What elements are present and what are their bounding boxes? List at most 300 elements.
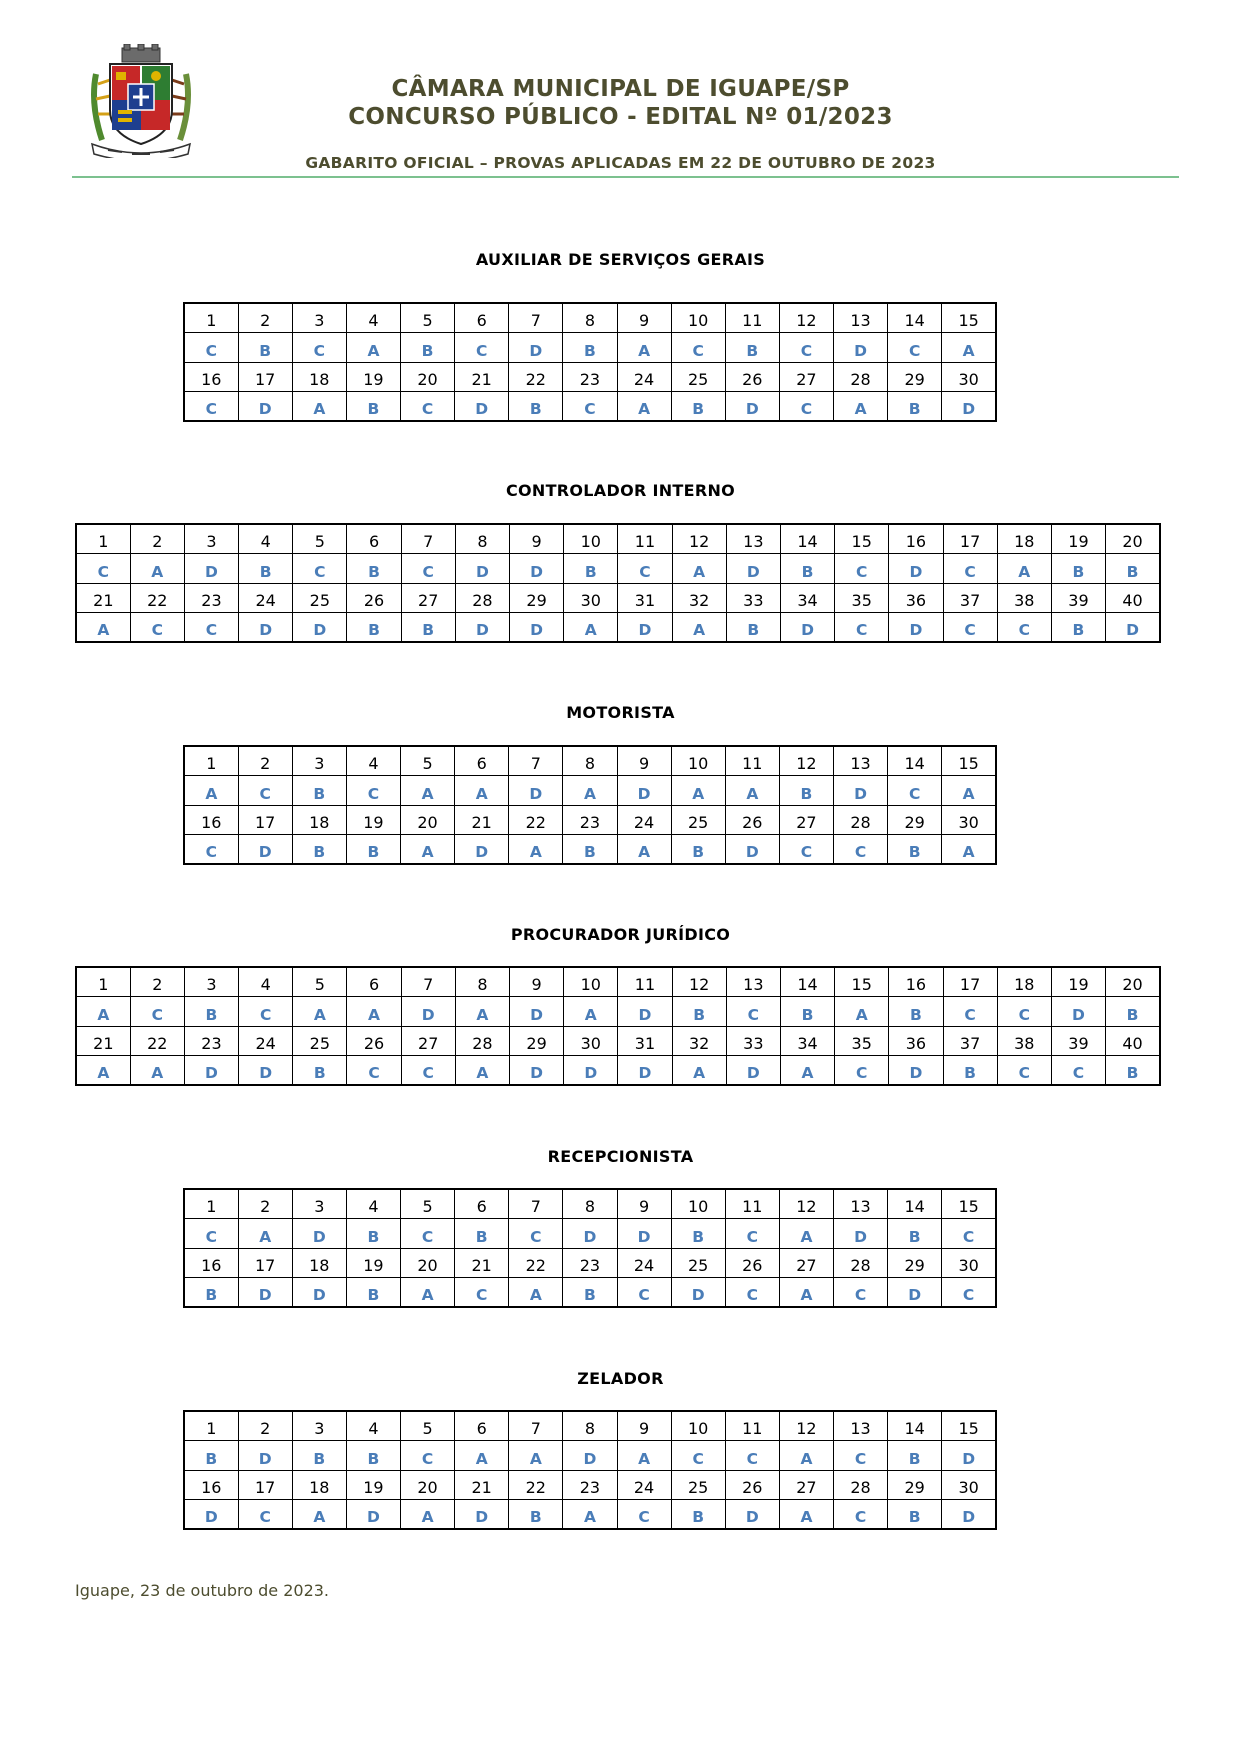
question-number-cell: 15: [835, 967, 889, 997]
question-number-cell: 12: [672, 524, 726, 554]
answer-cell: C: [835, 1056, 889, 1086]
question-number-cell: 29: [510, 583, 564, 613]
answer-cell: D: [238, 835, 292, 865]
answer-cell: A: [564, 997, 618, 1027]
question-number-cell: 14: [888, 746, 942, 776]
question-number-cell: 24: [239, 583, 293, 613]
question-number-cell: 21: [455, 1248, 509, 1278]
answer-cell: D: [942, 392, 996, 422]
answer-cell: B: [943, 1056, 997, 1086]
question-number-cell: 2: [238, 303, 292, 333]
answer-cell: B: [888, 1441, 942, 1471]
answer-cell: C: [401, 392, 455, 422]
question-number-cell: 6: [455, 1189, 509, 1219]
question-number-cell: 21: [455, 805, 509, 835]
answer-cell: B: [1106, 997, 1160, 1027]
question-number-cell: 3: [184, 967, 238, 997]
question-number-cell: 12: [779, 303, 833, 333]
question-number-cell: 30: [564, 583, 618, 613]
answer-cell: C: [997, 1056, 1051, 1086]
section-title: PROCURADOR JURÍDICO: [510, 925, 731, 944]
answer-cell: A: [509, 1441, 563, 1471]
answer-cell: B: [671, 1219, 725, 1249]
question-number-cell: 17: [943, 967, 997, 997]
question-number-cell: 8: [455, 967, 509, 997]
answer-cell: C: [725, 1278, 779, 1308]
question-number-cell: 26: [725, 1470, 779, 1500]
question-number-cell: 29: [888, 1248, 942, 1278]
answer-cell: C: [834, 1278, 888, 1308]
question-number-cell: 13: [726, 967, 780, 997]
question-number-cell: 14: [888, 1411, 942, 1441]
question-number-row: [184, 1411, 996, 1441]
question-number-cell: 12: [672, 967, 726, 997]
question-number-cell: 31: [618, 583, 672, 613]
question-number-cell: 21: [455, 362, 509, 392]
answer-cell: D: [509, 776, 563, 806]
answer-cell: A: [130, 1056, 184, 1086]
question-number-cell: 9: [617, 1411, 671, 1441]
answer-cell: C: [726, 997, 780, 1027]
answer-cell: B: [401, 333, 455, 363]
answer-cell: D: [238, 392, 292, 422]
question-number-cell: 16: [184, 1248, 238, 1278]
question-number-cell: 9: [510, 524, 564, 554]
question-number-cell: 19: [346, 362, 400, 392]
answer-cell: C: [401, 1219, 455, 1249]
question-number-cell: 10: [564, 967, 618, 997]
answer-cell: B: [888, 1500, 942, 1530]
question-number-row: [76, 967, 1160, 997]
answer-cell: D: [510, 1056, 564, 1086]
answer-cell: A: [76, 1056, 130, 1086]
question-number-cell: 23: [563, 1248, 617, 1278]
answer-cell: C: [834, 1441, 888, 1471]
question-number-cell: 28: [834, 362, 888, 392]
answer-cell: D: [509, 333, 563, 363]
answer-cell: B: [455, 1219, 509, 1249]
answer-cell: A: [942, 835, 996, 865]
answer-cell: D: [617, 1219, 671, 1249]
answer-row: [184, 333, 996, 363]
answer-cell: C: [76, 554, 130, 584]
answer-cell: A: [401, 776, 455, 806]
question-number-cell: 19: [1051, 967, 1105, 997]
answer-cell: C: [617, 1500, 671, 1530]
question-number-cell: 7: [401, 524, 455, 554]
answer-cell: C: [346, 776, 400, 806]
question-number-cell: 20: [401, 1248, 455, 1278]
answer-cell: D: [889, 554, 943, 584]
answer-cell: C: [184, 613, 238, 643]
answer-cell: B: [292, 776, 346, 806]
question-number-cell: 27: [401, 1026, 455, 1056]
answer-cell: C: [509, 1219, 563, 1249]
answer-cell: B: [1051, 613, 1105, 643]
question-number-cell: 5: [401, 303, 455, 333]
question-number-cell: 28: [455, 583, 509, 613]
answer-cell: D: [725, 392, 779, 422]
question-number-cell: 29: [888, 362, 942, 392]
answer-key-table: [183, 745, 997, 865]
answer-cell: B: [888, 835, 942, 865]
answer-cell: A: [617, 333, 671, 363]
answer-cell: B: [401, 613, 455, 643]
answer-row: [184, 1500, 996, 1530]
answer-cell: B: [888, 392, 942, 422]
answer-cell: A: [942, 776, 996, 806]
question-number-cell: 10: [671, 746, 725, 776]
answer-cell: B: [672, 997, 726, 1027]
answer-key-table: [183, 1188, 997, 1308]
question-number-cell: 17: [238, 1470, 292, 1500]
answer-cell: C: [184, 333, 238, 363]
question-number-cell: 12: [779, 1189, 833, 1219]
question-number-cell: 11: [618, 967, 672, 997]
answer-cell: A: [779, 1219, 833, 1249]
question-number-cell: 5: [293, 967, 347, 997]
answer-cell: D: [889, 613, 943, 643]
question-number-cell: 22: [509, 805, 563, 835]
question-number-cell: 1: [184, 303, 238, 333]
answer-cell: A: [184, 776, 238, 806]
answer-cell: B: [292, 835, 346, 865]
answer-cell: A: [725, 776, 779, 806]
answer-cell: D: [1106, 613, 1160, 643]
answer-cell: B: [239, 554, 293, 584]
answer-cell: D: [617, 776, 671, 806]
answer-cell: D: [510, 613, 564, 643]
question-number-cell: 29: [888, 1470, 942, 1500]
answer-key-table: [75, 966, 1161, 1086]
question-number-cell: 19: [1051, 524, 1105, 554]
question-number-cell: 34: [780, 583, 834, 613]
question-number-cell: 16: [889, 524, 943, 554]
question-number-cell: 12: [779, 746, 833, 776]
question-number-cell: 10: [564, 524, 618, 554]
answer-cell: D: [455, 392, 509, 422]
answer-cell: A: [564, 613, 618, 643]
question-number-cell: 20: [401, 362, 455, 392]
question-number-cell: 26: [725, 805, 779, 835]
answer-cell: C: [671, 333, 725, 363]
answer-cell: B: [293, 1056, 347, 1086]
answer-cell: C: [130, 613, 184, 643]
question-number-cell: 25: [671, 362, 725, 392]
answer-cell: A: [130, 554, 184, 584]
answer-cell: A: [563, 1500, 617, 1530]
answer-key-table: [183, 302, 997, 422]
question-number-cell: 2: [238, 1411, 292, 1441]
answer-cell: A: [455, 1056, 509, 1086]
answer-cell: A: [238, 1219, 292, 1249]
answer-cell: C: [779, 333, 833, 363]
question-number-cell: 17: [238, 1248, 292, 1278]
answer-cell: B: [292, 1441, 346, 1471]
question-number-cell: 25: [671, 1470, 725, 1500]
answer-row: [184, 1278, 996, 1308]
answer-cell: B: [671, 392, 725, 422]
question-number-cell: 5: [401, 746, 455, 776]
answer-cell: C: [779, 392, 833, 422]
answer-cell: A: [997, 554, 1051, 584]
question-number-cell: 21: [76, 583, 130, 613]
answer-cell: C: [943, 997, 997, 1027]
answer-cell: D: [293, 613, 347, 643]
question-number-cell: 26: [725, 1248, 779, 1278]
question-number-cell: 11: [725, 303, 779, 333]
question-number-cell: 24: [617, 1248, 671, 1278]
answer-cell: C: [401, 1441, 455, 1471]
question-number-cell: 19: [346, 1470, 400, 1500]
question-number-cell: 38: [997, 583, 1051, 613]
question-number-cell: 9: [617, 746, 671, 776]
question-number-cell: 9: [617, 1189, 671, 1219]
question-number-cell: 15: [942, 1189, 996, 1219]
answer-cell: B: [1051, 554, 1105, 584]
answer-cell: B: [184, 1441, 238, 1471]
question-number-cell: 14: [780, 524, 834, 554]
question-number-cell: 29: [888, 805, 942, 835]
answer-cell: A: [401, 1500, 455, 1530]
question-number-cell: 9: [510, 967, 564, 997]
question-number-cell: 19: [346, 805, 400, 835]
answer-cell: D: [455, 554, 509, 584]
question-number-cell: 4: [239, 524, 293, 554]
answer-row: [76, 613, 1160, 643]
answer-cell: D: [455, 835, 509, 865]
question-number-cell: 13: [834, 1189, 888, 1219]
answer-cell: C: [184, 835, 238, 865]
question-number-row: [76, 1026, 1160, 1056]
answer-cell: D: [942, 1441, 996, 1471]
answer-cell: D: [239, 1056, 293, 1086]
answer-cell: A: [401, 1278, 455, 1308]
answer-cell: C: [725, 1441, 779, 1471]
question-number-cell: 23: [563, 362, 617, 392]
question-number-cell: 26: [347, 1026, 401, 1056]
answer-cell: C: [184, 1219, 238, 1249]
question-number-cell: 11: [725, 1189, 779, 1219]
question-number-cell: 26: [347, 583, 401, 613]
question-number-row: [184, 362, 996, 392]
question-number-cell: 22: [509, 362, 563, 392]
answer-cell: C: [888, 776, 942, 806]
answer-cell: B: [779, 776, 833, 806]
question-number-cell: 14: [888, 303, 942, 333]
question-number-cell: 18: [997, 967, 1051, 997]
question-number-cell: 7: [509, 1411, 563, 1441]
answer-cell: C: [1051, 1056, 1105, 1086]
question-number-cell: 6: [347, 967, 401, 997]
question-number-cell: 25: [293, 1026, 347, 1056]
question-number-cell: 5: [401, 1189, 455, 1219]
question-number-cell: 18: [292, 1470, 346, 1500]
answer-row: [184, 835, 996, 865]
question-number-cell: 7: [401, 967, 455, 997]
answer-cell: C: [834, 1500, 888, 1530]
answer-cell: C: [834, 835, 888, 865]
question-number-cell: 1: [184, 746, 238, 776]
question-number-cell: 28: [834, 805, 888, 835]
question-number-cell: 39: [1051, 583, 1105, 613]
answer-cell: D: [671, 1278, 725, 1308]
answer-cell: A: [617, 835, 671, 865]
answer-cell: D: [563, 1441, 617, 1471]
answer-row: [76, 1056, 1160, 1086]
answer-cell: A: [563, 776, 617, 806]
question-number-cell: 21: [76, 1026, 130, 1056]
section-title: RECEPCIONISTA: [547, 1147, 694, 1166]
answer-cell: D: [726, 554, 780, 584]
answer-cell: B: [563, 835, 617, 865]
page-title-line2: CONCURSO PÚBLICO - EDITAL Nº 01/2023: [348, 104, 893, 130]
answer-cell: C: [130, 997, 184, 1027]
answer-key-table: [183, 1410, 997, 1530]
question-number-cell: 15: [835, 524, 889, 554]
answer-cell: A: [76, 613, 130, 643]
answer-cell: C: [942, 1219, 996, 1249]
answer-cell: C: [401, 1056, 455, 1086]
question-number-cell: 13: [726, 524, 780, 554]
answer-cell: D: [780, 613, 834, 643]
answer-cell: D: [834, 1219, 888, 1249]
question-number-row: [76, 524, 1160, 554]
question-number-cell: 19: [346, 1248, 400, 1278]
answer-cell: D: [942, 1500, 996, 1530]
answer-cell: A: [779, 1500, 833, 1530]
answer-cell: B: [346, 392, 400, 422]
answer-cell: D: [510, 997, 564, 1027]
question-number-cell: 10: [671, 1189, 725, 1219]
answer-cell: A: [671, 776, 725, 806]
answer-cell: D: [238, 1441, 292, 1471]
answer-cell: D: [238, 1278, 292, 1308]
answer-cell: B: [564, 554, 618, 584]
answer-cell: B: [238, 333, 292, 363]
question-number-cell: 21: [455, 1470, 509, 1500]
question-number-cell: 3: [292, 1411, 346, 1441]
answer-cell: C: [401, 554, 455, 584]
question-number-cell: 30: [564, 1026, 618, 1056]
question-number-cell: 8: [563, 1411, 617, 1441]
question-number-row: [184, 1470, 996, 1500]
question-number-cell: 28: [455, 1026, 509, 1056]
question-number-cell: 3: [292, 746, 346, 776]
question-number-cell: 17: [943, 524, 997, 554]
answer-row: [184, 1441, 996, 1471]
answer-cell: D: [184, 554, 238, 584]
question-number-cell: 16: [184, 1470, 238, 1500]
answer-key-table: [75, 523, 1161, 643]
question-number-cell: 36: [889, 583, 943, 613]
question-number-cell: 4: [239, 967, 293, 997]
question-number-row: [184, 1189, 996, 1219]
answer-cell: C: [725, 1219, 779, 1249]
question-number-cell: 17: [238, 805, 292, 835]
answer-cell: A: [455, 1441, 509, 1471]
question-number-cell: 13: [834, 1411, 888, 1441]
question-number-cell: 2: [238, 1189, 292, 1219]
answer-cell: D: [889, 1056, 943, 1086]
question-number-cell: 4: [346, 1411, 400, 1441]
answer-cell: D: [618, 1056, 672, 1086]
question-number-cell: 23: [563, 1470, 617, 1500]
answer-cell: A: [509, 835, 563, 865]
answer-cell: A: [835, 997, 889, 1027]
answer-cell: B: [563, 1278, 617, 1308]
page-subtitle: GABARITO OFICIAL – PROVAS APLICADAS EM 22 DE OUTUBRO DE 2023: [305, 154, 936, 172]
answer-cell: B: [347, 554, 401, 584]
question-number-cell: 37: [943, 583, 997, 613]
answer-cell: B: [726, 613, 780, 643]
question-number-cell: 6: [455, 1411, 509, 1441]
question-number-cell: 22: [130, 583, 184, 613]
footer-date: Iguape, 23 de outubro de 2023.: [75, 1581, 330, 1600]
question-number-cell: 24: [239, 1026, 293, 1056]
question-number-cell: 16: [889, 967, 943, 997]
question-number-cell: 38: [997, 1026, 1051, 1056]
answer-cell: C: [455, 1278, 509, 1308]
answer-cell: A: [779, 1278, 833, 1308]
answer-cell: C: [238, 776, 292, 806]
question-number-cell: 27: [779, 805, 833, 835]
question-number-cell: 24: [617, 805, 671, 835]
question-number-cell: 2: [238, 746, 292, 776]
question-number-cell: 23: [184, 583, 238, 613]
answer-cell: D: [618, 613, 672, 643]
answer-cell: B: [671, 1500, 725, 1530]
answer-cell: A: [455, 997, 509, 1027]
question-number-cell: 25: [293, 583, 347, 613]
question-number-cell: 1: [76, 524, 130, 554]
question-number-cell: 13: [834, 746, 888, 776]
question-number-cell: 6: [455, 746, 509, 776]
answer-cell: C: [779, 835, 833, 865]
answer-cell: C: [455, 333, 509, 363]
question-number-cell: 39: [1051, 1026, 1105, 1056]
answer-cell: C: [563, 392, 617, 422]
question-number-cell: 3: [292, 1189, 346, 1219]
answer-cell: C: [835, 613, 889, 643]
question-number-cell: 35: [835, 583, 889, 613]
answer-cell: D: [834, 333, 888, 363]
question-number-cell: 1: [184, 1189, 238, 1219]
question-number-cell: 23: [563, 805, 617, 835]
question-number-cell: 25: [671, 1248, 725, 1278]
section-title: AUXILIAR DE SERVIÇOS GERAIS: [475, 250, 766, 269]
question-number-cell: 14: [888, 1189, 942, 1219]
question-number-cell: 10: [671, 1411, 725, 1441]
answer-cell: B: [780, 997, 834, 1027]
answer-cell: C: [238, 1500, 292, 1530]
question-number-cell: 20: [1106, 524, 1160, 554]
question-number-cell: 24: [617, 362, 671, 392]
question-number-cell: 17: [238, 362, 292, 392]
answer-cell: D: [726, 1056, 780, 1086]
answer-cell: B: [563, 333, 617, 363]
question-number-cell: 7: [509, 303, 563, 333]
answer-cell: D: [292, 1219, 346, 1249]
answer-cell: A: [617, 392, 671, 422]
question-number-cell: 33: [726, 1026, 780, 1056]
answer-cell: B: [346, 1219, 400, 1249]
answer-cell: C: [943, 554, 997, 584]
answer-cell: A: [942, 333, 996, 363]
section-title: ZELADOR: [577, 1369, 664, 1388]
answer-cell: C: [888, 333, 942, 363]
question-number-cell: 15: [942, 303, 996, 333]
